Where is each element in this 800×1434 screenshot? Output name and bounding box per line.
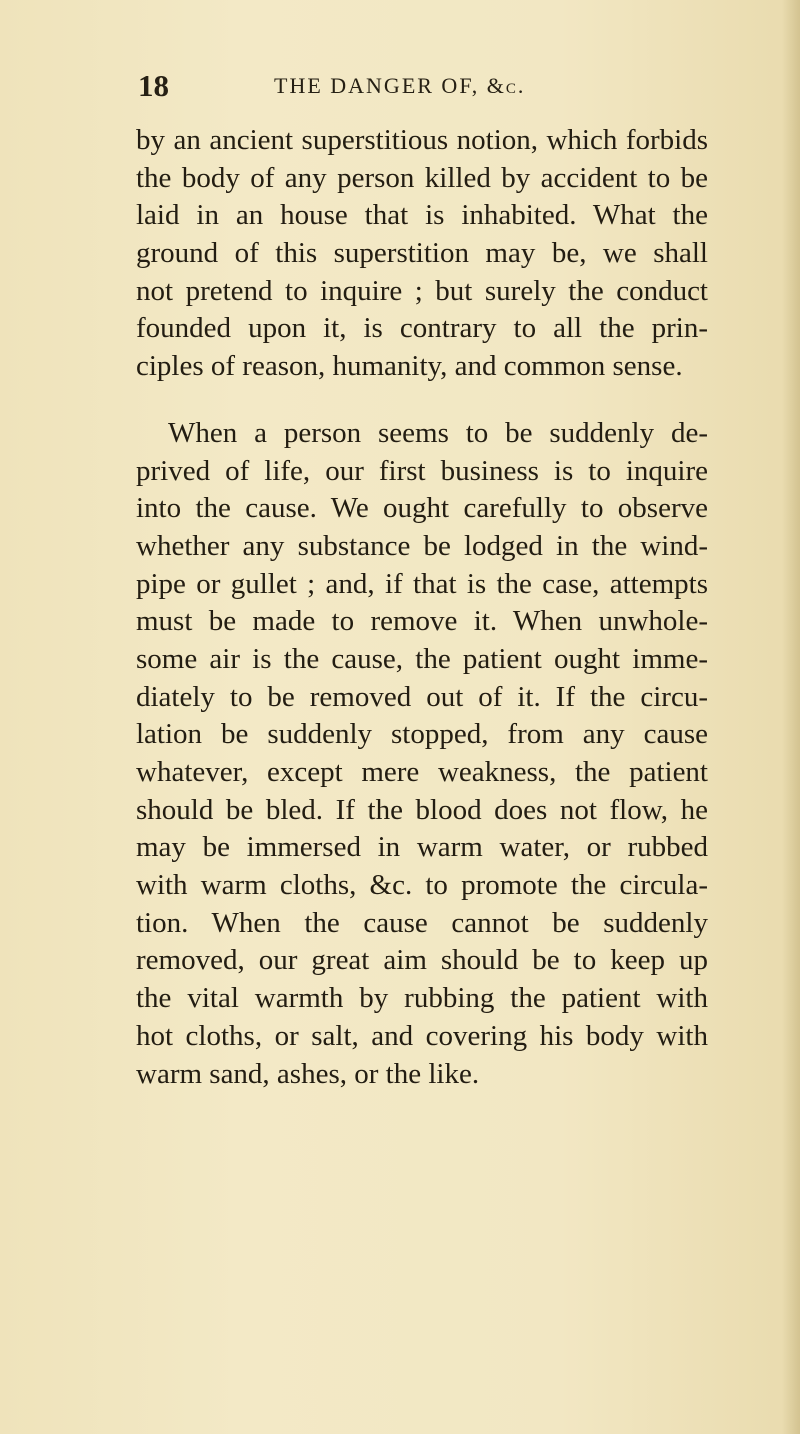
text-line: should be bled. If the blood does not flow, he: [136, 793, 708, 826]
running-title: THE DANGER OF, &c.: [274, 73, 526, 98]
text-line: warm sand, ashes, or the like.: [136, 1057, 480, 1090]
text-line: founded upon it, is contrary to all the prin-: [136, 312, 708, 345]
text-line: the body of any person killed by accident to be: [136, 161, 708, 194]
text-line: whatever, except mere weakness, the patient: [136, 756, 708, 788]
paragraph-gap: [136, 386, 708, 415]
text-line: laid in an house that is inhabited. What the: [136, 199, 708, 232]
text-line: by an ancient superstitious notion, which forbids: [136, 124, 708, 156]
text-line: ciples of reason, humanity, and common sense.: [136, 350, 683, 383]
running-head: [138, 64, 678, 108]
text-line: diately to be removed out of it. If the circu-: [136, 680, 708, 713]
text-line: hot cloths, or salt, and covering his body with: [136, 1019, 708, 1052]
page-edge-shadow: [782, 0, 800, 1434]
text-line: lation be suddenly stopped, from any cause: [136, 718, 708, 751]
text-line: some air is the cause, the patient ought imme-: [136, 642, 708, 675]
text-line: removed, our great aim should be to keep up: [136, 944, 708, 977]
text-line: When a person seems to be suddenly de-: [168, 416, 708, 449]
paragraph-1: [136, 122, 708, 386]
paragraph-2: [136, 415, 708, 1093]
text-line: into the cause. We ought carefully to observe: [136, 492, 708, 525]
text-line: ground of this superstition may be, we shall: [136, 237, 708, 270]
text-line: tion. When the cause cannot be suddenly: [136, 906, 708, 939]
text-line: may be immersed in warm water, or rubbed: [136, 831, 708, 864]
text-line: whether any substance be lodged in the wind-: [136, 529, 708, 562]
text-line: prived of life, our first business is to inquire: [136, 454, 708, 487]
text-line: the vital warmth by rubbing the patient with: [136, 982, 708, 1015]
text-line: must be made to remove it. When unwhole-: [136, 605, 708, 638]
body-text: [136, 122, 708, 1093]
page-number: 18: [138, 68, 169, 103]
text-line: pipe or gullet ; and, if that is the case, attempts: [136, 567, 708, 600]
text-line: with warm cloths, &c. to promote the circula-: [136, 869, 708, 902]
text-line: not pretend to inquire ; but surely the conduct: [136, 274, 708, 307]
